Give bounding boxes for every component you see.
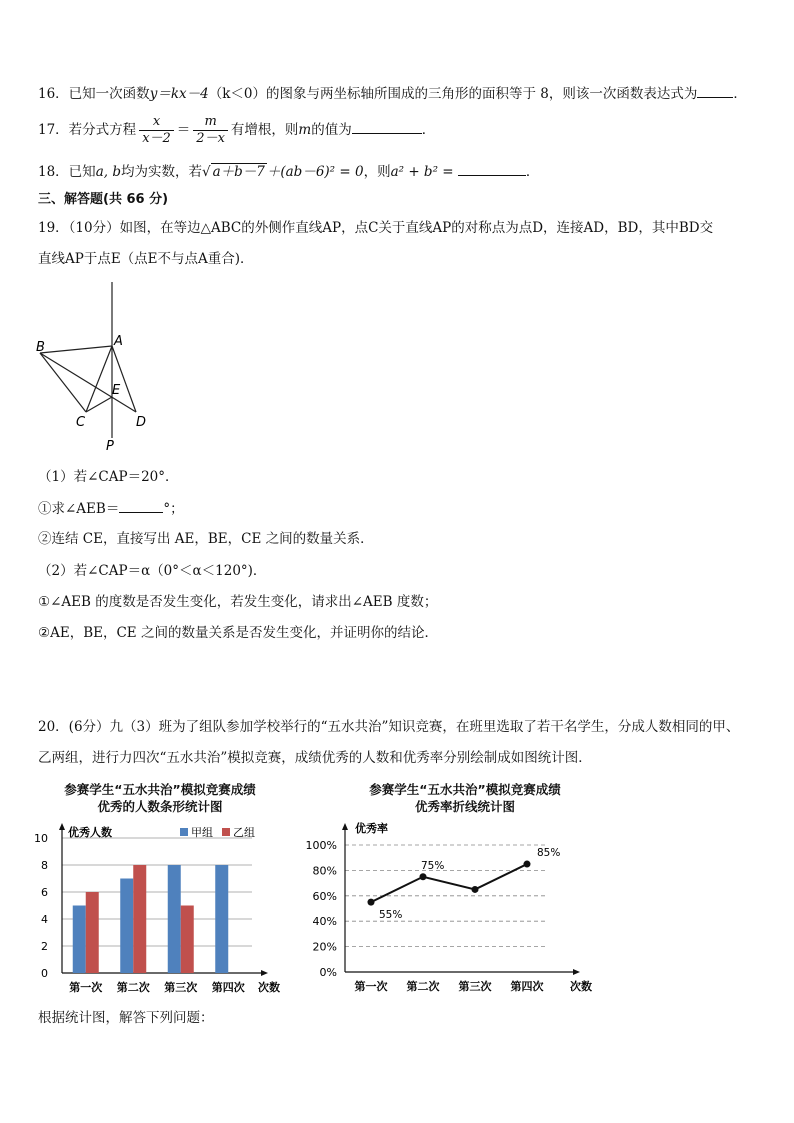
q16-prefix: 16．已知一次函数 bbox=[38, 86, 150, 102]
label-d: D bbox=[136, 415, 147, 430]
q18-mid2: ，则 bbox=[363, 164, 391, 180]
line-x-axis-label: 次数 bbox=[570, 980, 592, 993]
q17-text2: 的值为 bbox=[311, 122, 352, 138]
q19-line1: 19．（10分）如图，在等边△ABC的外侧作直线AP，点C关于直线AP的对称点为点D，连接AD，BD，其中BD交 bbox=[38, 220, 714, 236]
label-e: E bbox=[112, 383, 121, 398]
q18-eq: = bbox=[438, 164, 458, 180]
q18-prefix: 18．已知 bbox=[38, 164, 96, 180]
section-heading: 三、解答题(共 66 分) bbox=[38, 192, 169, 207]
bar-y-tick-label: 10 bbox=[34, 832, 48, 845]
bar-legend-label: 甲组 bbox=[191, 826, 213, 839]
q19-part1a bbox=[38, 498, 184, 518]
bar-group-b bbox=[181, 906, 194, 974]
q20-line1: 20．(6分）九（3）班为了组队参加学校举行的“五水共治”知识竞赛，在班里选取了若干名学生，分成人数相同的甲、 bbox=[38, 719, 740, 735]
bar-group-a bbox=[215, 865, 228, 973]
q17-var: m bbox=[298, 122, 312, 138]
segment-ad bbox=[112, 346, 136, 412]
q19-part2b: ②AE，BE，CE 之间的数量关系是否发生变化，并证明你的结论． bbox=[38, 625, 438, 641]
q19-p1a-blank[interactable] bbox=[119, 498, 163, 513]
line-y-tick-label: 60% bbox=[312, 889, 337, 903]
bar-x-tick-label: 第四次 bbox=[211, 981, 245, 994]
bar-x-axis-arrow bbox=[261, 970, 268, 976]
line-chart-subtitle: 优秀率折线统计图 bbox=[414, 799, 515, 814]
q19-p1a-text: ①求∠AEB＝ bbox=[38, 501, 120, 517]
question-17 bbox=[38, 113, 435, 147]
q19-p1a-post: °； bbox=[163, 501, 184, 517]
bar-y-tick-label: 2 bbox=[41, 940, 48, 953]
q17-fraction-2 bbox=[193, 114, 228, 147]
q19-part2a: ①∠AEB 的度数是否发生变化，若发生变化，请求出∠AEB 度数； bbox=[38, 594, 438, 610]
line-chart bbox=[300, 818, 600, 1003]
q17-frac2-den: 2－x bbox=[196, 131, 225, 146]
line-x-tick-label: 第一次 bbox=[354, 980, 388, 993]
q17-answer-blank[interactable] bbox=[352, 119, 422, 134]
q16-condition: （k＜0） bbox=[208, 86, 266, 102]
bar-y-tick-label: 6 bbox=[41, 886, 48, 899]
line-x-tick-label: 第二次 bbox=[406, 980, 440, 993]
bar-x-tick-label: 第二次 bbox=[116, 981, 150, 994]
q16-answer-blank[interactable] bbox=[697, 83, 733, 98]
bar-group-a bbox=[168, 865, 181, 973]
bar-y-tick-label: 4 bbox=[41, 913, 48, 926]
q17-frac1-den: x－2 bbox=[142, 131, 171, 146]
bar-group-b bbox=[86, 892, 99, 973]
q17-frac1-num: x bbox=[139, 114, 174, 131]
label-a: A bbox=[114, 334, 123, 349]
bar-x-axis-label: 次数 bbox=[258, 981, 280, 994]
q17-prefix: 17．若分式方程 bbox=[38, 122, 137, 138]
q19-geometry-figure bbox=[30, 278, 160, 458]
line-point bbox=[368, 899, 375, 906]
bar-chart-title: 参赛学生“五水共治”模拟竞赛成绩 bbox=[64, 782, 256, 797]
line-point-label: 85% bbox=[537, 847, 561, 860]
q19-part1b: ②连结 CE，直接写出 AE，BE，CE 之间的数量关系． bbox=[38, 531, 374, 547]
line-y-tick-label: 40% bbox=[312, 915, 337, 929]
bar-y-tick-label: 0 bbox=[41, 967, 48, 980]
q19-part1: （1）若∠CAP＝20°． bbox=[38, 469, 179, 485]
q20-line2: 乙两组，进行力四次“五水共治”模拟竞赛，成绩优秀的人数和优秀率分别绘制成如图统计图． bbox=[38, 750, 592, 766]
line-chart-title: 参赛学生“五水共治”模拟竞赛成绩 bbox=[369, 782, 561, 797]
line-x-tick-label: 第四次 bbox=[510, 980, 544, 993]
line-point bbox=[420, 873, 427, 880]
q17-fraction-1 bbox=[139, 114, 174, 147]
q16-end: ． bbox=[733, 86, 747, 102]
segment-ce bbox=[86, 397, 112, 412]
bar-chart-subtitle: 优秀的人数条形统计图 bbox=[97, 799, 223, 814]
line-y-tick-label: 80% bbox=[312, 864, 337, 878]
segment-ab bbox=[40, 346, 112, 353]
question-18 bbox=[38, 161, 539, 181]
q18-answer-blank[interactable] bbox=[458, 161, 526, 176]
q18-expr: a² + b² bbox=[390, 164, 438, 180]
q17-text: 有增根，则 bbox=[230, 122, 299, 138]
q16-text: 的图象与两坐标轴所围成的三角形的面积等于 8，则该一次函数表达式为 bbox=[265, 86, 698, 102]
q18-end: ． bbox=[525, 164, 540, 180]
q19-line2: 直线AP于点E（点E不与点A重合)． bbox=[38, 251, 254, 267]
line-point bbox=[472, 886, 479, 893]
bar-group-a bbox=[73, 906, 86, 974]
bar-legend-label: 乙组 bbox=[233, 826, 255, 839]
line-y-tick-label: 100% bbox=[305, 839, 337, 852]
q17-frac2-num: m bbox=[193, 114, 228, 131]
line-point-label: 55% bbox=[379, 909, 403, 922]
q20-after: 根据统计图，解答下列问题： bbox=[38, 1010, 214, 1026]
bar-legend-swatch bbox=[180, 828, 188, 836]
line-y-axis-arrow bbox=[342, 823, 348, 830]
q18-sqrt: √ a＋b－7 bbox=[201, 164, 265, 180]
line-x-axis-arrow bbox=[573, 969, 580, 975]
line-point-label: 75% bbox=[421, 859, 445, 872]
bar-legend-swatch bbox=[222, 828, 230, 836]
line-y-tick-label: 20% bbox=[312, 940, 337, 954]
label-c: C bbox=[76, 415, 86, 430]
bar-y-tick-label: 8 bbox=[41, 859, 48, 872]
bar-group-a bbox=[120, 879, 133, 974]
q18-vars: a, b bbox=[95, 164, 121, 180]
q19-part2: （2）若∠CAP＝α（0°＜α＜120°)． bbox=[38, 563, 267, 579]
bar-y-axis-label: 优秀人数 bbox=[68, 826, 112, 839]
line-y-tick-label: 0% bbox=[319, 966, 337, 979]
q18-rest: ＋(ab－6)² = 0 bbox=[266, 164, 364, 180]
bar-group-b bbox=[133, 865, 146, 973]
label-p: P bbox=[106, 439, 114, 454]
bar-x-tick-label: 第三次 bbox=[164, 981, 198, 994]
label-b: B bbox=[36, 340, 45, 355]
q17-equals: ＝ bbox=[176, 122, 191, 138]
line-point bbox=[524, 861, 531, 868]
bar-y-axis-arrow bbox=[59, 823, 65, 830]
question-16 bbox=[38, 83, 747, 103]
q18-mid: 均为实数，若 bbox=[120, 164, 202, 180]
segment-bd bbox=[40, 353, 136, 412]
bar-x-tick-label: 第一次 bbox=[69, 981, 103, 994]
q18-sqrt-content: a＋b－7 bbox=[212, 164, 265, 180]
line-series bbox=[371, 864, 527, 902]
q17-end: ． bbox=[421, 122, 436, 138]
segment-bc bbox=[40, 353, 86, 412]
bar-chart bbox=[30, 818, 290, 1003]
segment-ca bbox=[86, 346, 112, 412]
line-y-axis-label: 优秀率 bbox=[355, 822, 388, 835]
line-x-tick-label: 第三次 bbox=[458, 980, 492, 993]
q16-function: y＝kx－4 bbox=[149, 86, 209, 102]
